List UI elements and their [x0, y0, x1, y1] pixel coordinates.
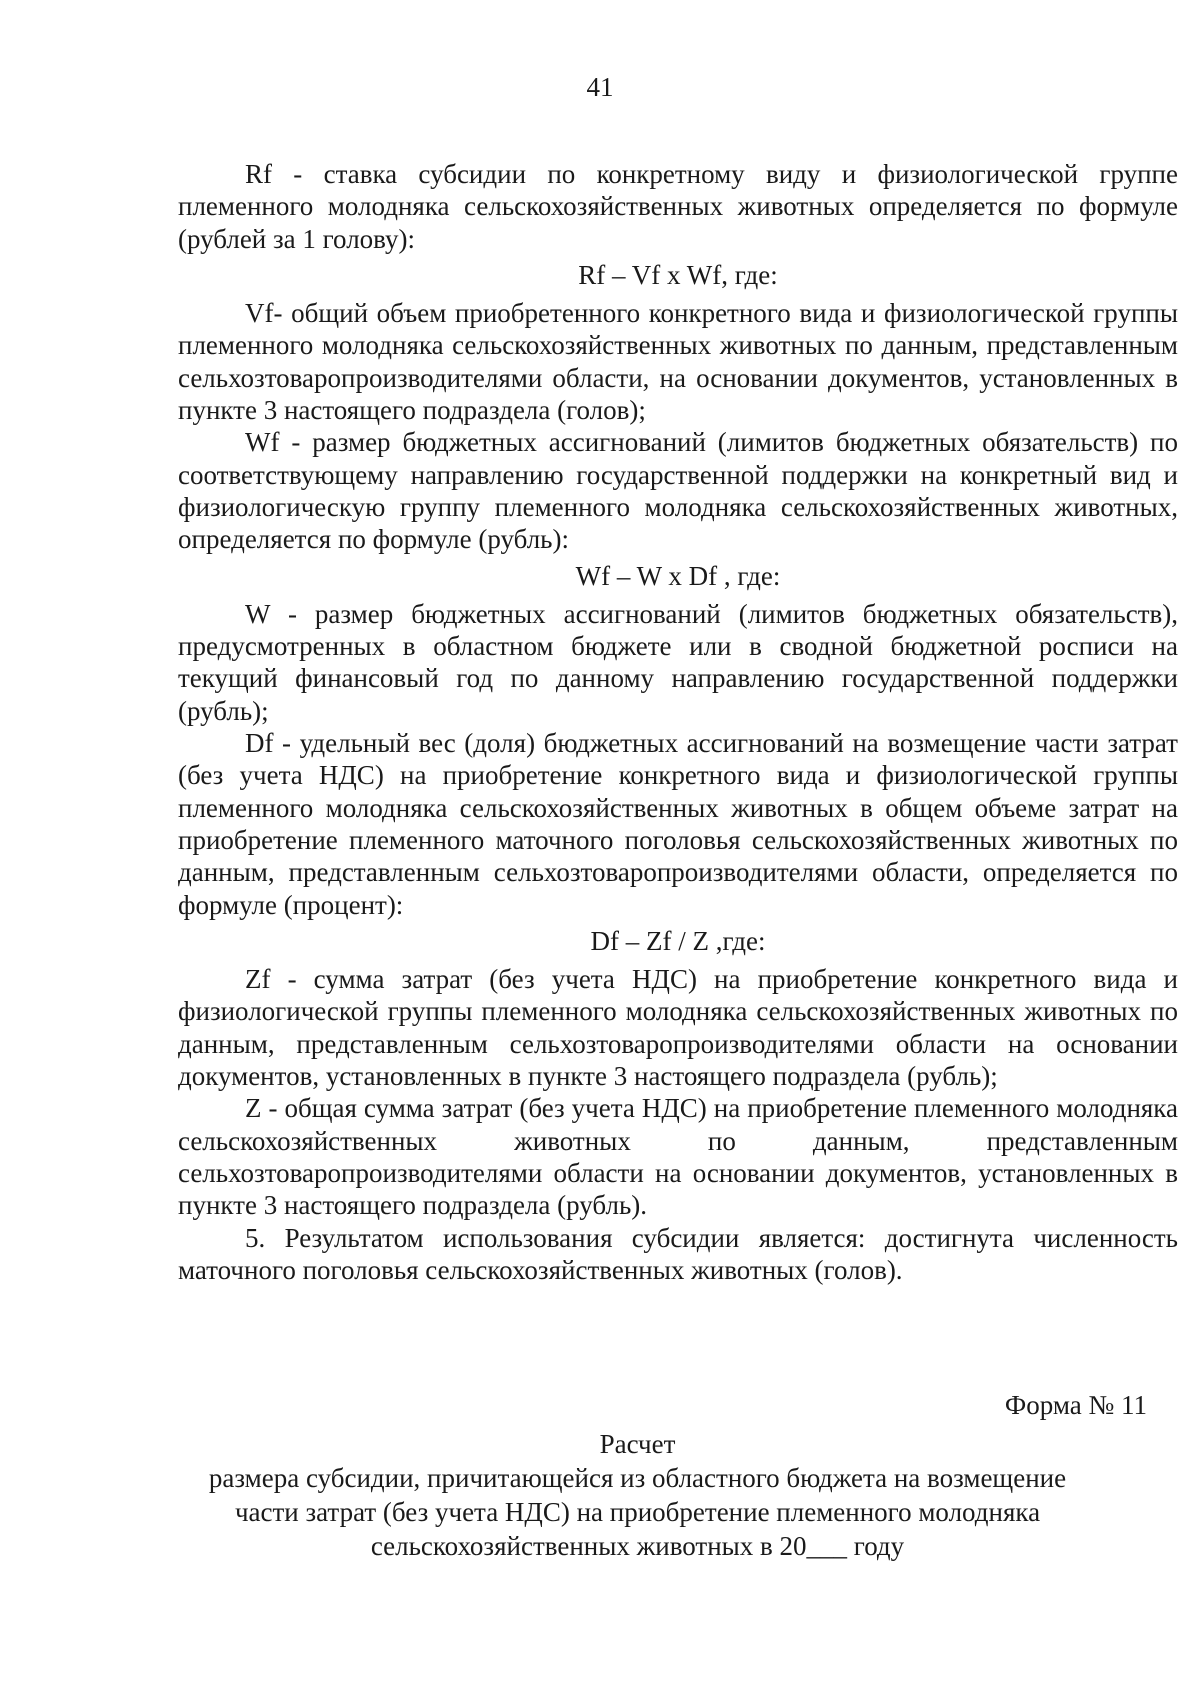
- paragraph-result: 5. Результатом использования субсидии является: достигнута численность маточного поголовья сельскохозяйственных животных (голов).: [178, 1222, 1178, 1285]
- form-number: Форма № 11: [1004, 1390, 1147, 1420]
- calculation-heading: [100, 1427, 1175, 1563]
- paragraph-wf-definition: Wf - размер бюджетных ассигнований (лимитов бюджетных обязательств) по соответствующему направлению государственной поддержки на конкретный вид и физиологическую группу племенного молодняка сельскохозяйственных животных, определяется по формуле (рубль):: [178, 427, 1178, 555]
- formula-rf: Rf – Vf x Wf, где:: [578, 259, 778, 290]
- page-number: 41: [586, 72, 614, 102]
- calculation-line-3: сельскохозяйственных животных в 20___ году: [370, 1531, 905, 1561]
- formula-df: Df – Zf / Z ,где:: [590, 925, 766, 956]
- paragraph-rf-definition: Rf - ставка субсидии по конкретному виду и физиологической группе племенного молодняка сельскохозяйственных животных определяется по формуле (рублей за 1 голову):: [178, 159, 1178, 254]
- body-text: [178, 158, 1178, 1286]
- paragraph-zf-definition: Zf - сумма затрат (без учета НДС) на приобретение конкретного вида и физиологической группы племенного молодняка сельскохозяйственных животных по данным, представленным сельхозтоваропроизводителями области на основании документов, установленных в пункте 3 настоящего подраздела (рубль);: [178, 964, 1178, 1092]
- paragraph-vf-definition: Vf- общий объем приобретенного конкретного вида и физиологической группы племенного молодняка сельскохозяйственных животных по данным, представленным сельхозтоваропроизводителями области, на основании документов, установленных в пункте 3 настоящего подраздела (голов);: [178, 298, 1178, 426]
- calculation-title: Расчет: [599, 1429, 676, 1459]
- calculation-line-1: размера субсидии, причитающейся из областного бюджета на возмещение: [208, 1463, 1067, 1493]
- paragraph-z-definition: Z - общая сумма затрат (без учета НДС) на приобретение племенного молодняка сельскохозяйственных животных по данным, представленным сельхозтоваропроизводителями области на основании документов, установленных в пункте 3 настоящего подраздела (рубль).: [178, 1093, 1178, 1221]
- paragraph-df-definition: Df - удельный вес (доля) бюджетных ассигнований на возмещение части затрат (без учета НДС) на приобретение конкретного вида и физиологической группы племенного молодняка сельскохозяйственных животных в общем объеме затрат на приобретение племенного маточного поголовья сельскохозяйственных животных по данным, представленным сельхозтоваропроизводителями области, определяется по формуле (процент):: [178, 728, 1178, 920]
- formula-wf: Wf – W x Df , где:: [575, 560, 781, 591]
- calculation-line-2: части затрат (без учета НДС) на приобретение племенного молодняка: [234, 1497, 1041, 1527]
- paragraph-w-definition: W - размер бюджетных ассигнований (лимитов бюджетных обязательств), предусмотренных в областном бюджете или в сводной бюджетной росписи на текущий финансовый год по данному направлению государственной поддержки (рубль);: [178, 598, 1178, 726]
